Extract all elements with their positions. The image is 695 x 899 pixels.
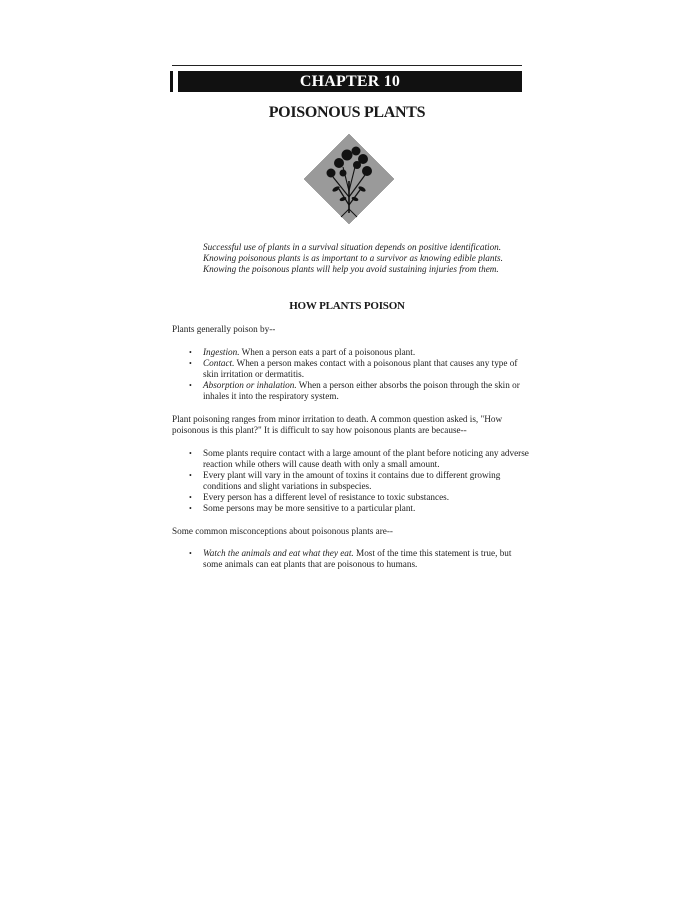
banner-tick bbox=[170, 71, 173, 92]
description: When a person makes contact with a poisonous plant that causes any type of skin irritation or dermatitis. bbox=[203, 358, 518, 379]
lead-paragraph: Plants generally poison by-- bbox=[172, 324, 276, 334]
chapter-intro: Successful use of plants in a survival situation depends on positive identification. Knowing poisonous plants is as important to a survivor as knowing edible plants. Knowing the poisonous plants will help you avoid sustaining injuries from them. bbox=[203, 242, 503, 274]
bullet-icon: • bbox=[189, 549, 192, 558]
description: When a person eats a part of a poisonous plant. bbox=[239, 347, 416, 357]
misconceptions-list bbox=[172, 548, 532, 570]
description: Some plants require contact with a large amount of the plant before noticing any adverse reaction while others will cause death with only a small amount. bbox=[203, 448, 529, 469]
term: Contact. bbox=[203, 358, 235, 368]
chapter-label: CHAPTER 10 bbox=[178, 71, 522, 92]
description: When a person either absorbs the poison through the skin or inhales it into the respiratory system. bbox=[203, 380, 520, 401]
list-item bbox=[172, 548, 532, 570]
term: Ingestion. bbox=[203, 347, 240, 357]
bullet-icon: • bbox=[189, 471, 192, 480]
list-item bbox=[172, 470, 532, 492]
chapter-title: POISONOUS PLANTS bbox=[268, 104, 426, 121]
description: Most of the time this statement is true, but some animals can eat plants that are poisonous to humans. bbox=[203, 548, 512, 569]
list-item bbox=[172, 492, 532, 503]
chapter-banner bbox=[170, 71, 522, 92]
list-item bbox=[172, 503, 532, 514]
reasons-list bbox=[172, 448, 532, 514]
list-item bbox=[172, 448, 532, 470]
top-rule bbox=[172, 65, 522, 66]
bullet-icon: • bbox=[189, 381, 192, 390]
body-paragraph: Plant poisoning ranges from minor irritation to death. A common question asked is, "How poisonous is this plant?" It is difficult to say how poisonous plants are because-- bbox=[172, 414, 503, 435]
description: Every person has a different level of resistance to toxic substances. bbox=[203, 492, 450, 502]
bullet-icon: • bbox=[189, 449, 192, 458]
list-item bbox=[172, 347, 532, 358]
term: Absorption or inhalation. bbox=[203, 380, 297, 390]
bullet-icon: • bbox=[189, 504, 192, 513]
bullet-icon: • bbox=[189, 359, 192, 368]
poisonous-plant-icon bbox=[303, 133, 395, 225]
body-paragraph: Some common misconceptions about poisonous plants are-- bbox=[172, 526, 393, 536]
description: Some persons may be more sensitive to a particular plant. bbox=[203, 503, 416, 513]
bullet-icon: • bbox=[189, 493, 192, 502]
section-heading: HOW PLANTS POISON bbox=[289, 300, 405, 312]
description: Every plant will vary in the amount of toxins it contains due to different growing conditions and slight variations in subspecies. bbox=[203, 470, 501, 491]
bullet-icon: • bbox=[189, 348, 192, 357]
poison-ways-list bbox=[172, 347, 532, 402]
list-item bbox=[172, 380, 532, 402]
term: Watch the animals and eat what they eat. bbox=[203, 548, 354, 558]
list-item bbox=[172, 358, 532, 380]
